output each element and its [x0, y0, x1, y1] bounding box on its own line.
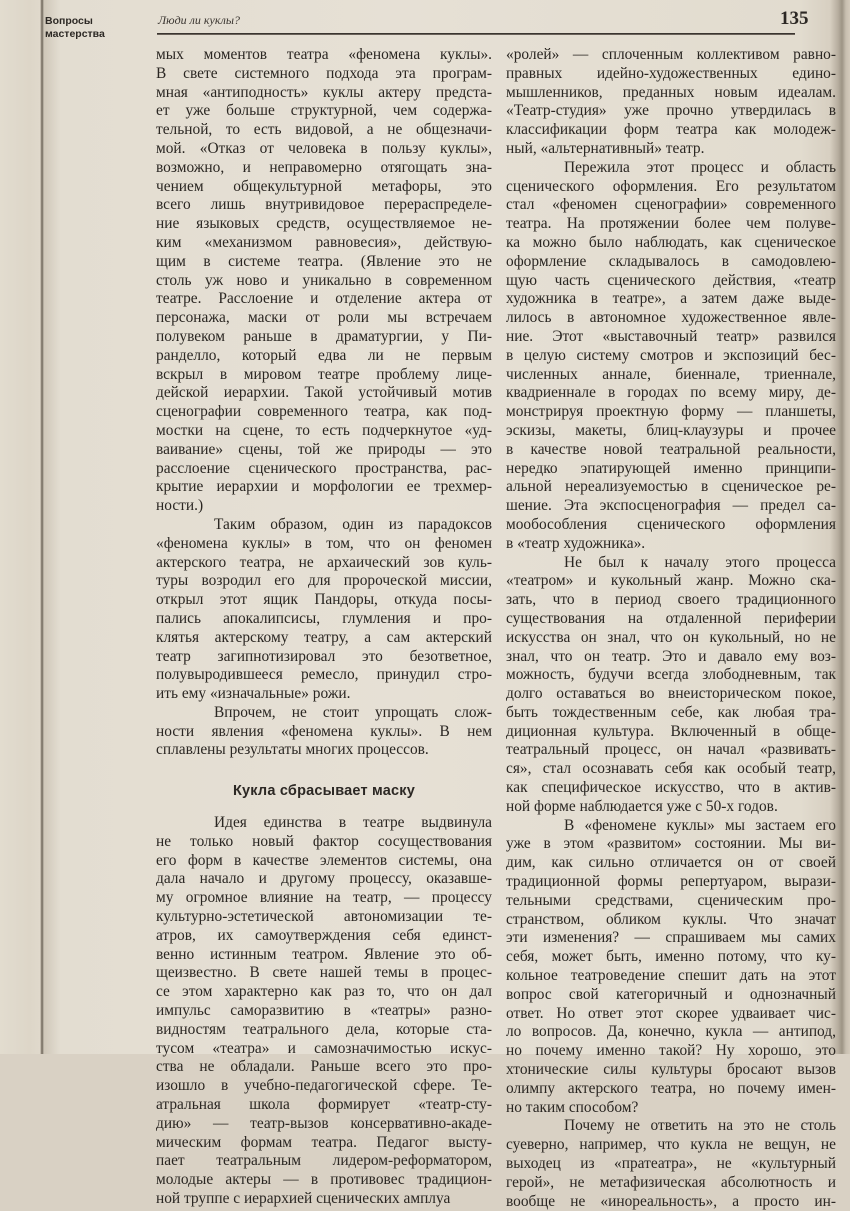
- text-line: ной труппе с иерархией сценических амплуа: [156, 1190, 451, 1208]
- text-line: в качестве новой театральной реальности,: [506, 440, 836, 458]
- text-line: Таким образом, один из парадоксов: [214, 515, 492, 533]
- text-line: видностям театрального дела, которые ста-: [156, 1020, 492, 1038]
- text-line: пались апокалипсисы, глумления и про-: [156, 609, 492, 627]
- text-line: ка можно было наблюдать, как сценическое: [506, 233, 836, 251]
- text-line: ранделло, который едва ли не первым: [156, 346, 492, 364]
- text-line: хтонические силы культуры бросают вызов: [506, 1061, 836, 1079]
- text-line: мостки на сцене, то есть подчеркнутое «уд-: [156, 421, 492, 439]
- text-line: зать, что в период своего традиционного: [506, 591, 836, 609]
- paragraph: [156, 516, 492, 704]
- section-label-line1: Вопросы: [45, 15, 93, 27]
- text-line: правных идейно-художественных едино-: [506, 64, 836, 82]
- text-line: герой», не метафизическая абсолютность и: [506, 1173, 836, 1191]
- text-line: ности.): [156, 497, 204, 515]
- text-line: Почему не ответить на это не столь: [564, 1117, 836, 1135]
- text-line: пает театральным лидером-реформатором,: [156, 1152, 492, 1170]
- text-line: ло вопросов. Да, конечно, кукла — антипод,: [506, 1023, 836, 1041]
- text-line: щую часть сценического действия, «театр: [506, 271, 836, 289]
- text-line: стал «феномен сценографии» современного: [506, 196, 836, 214]
- header-rule: [157, 33, 795, 35]
- text-line: тельной, то есть видовой, а не общезначи-: [156, 121, 492, 139]
- text-line: Впрочем, не стоит упрощать слож-: [214, 703, 492, 721]
- text-line: се этом характерно как раз то, что он дал: [156, 983, 492, 1001]
- section-label: [45, 15, 140, 41]
- text-line: монстрируя проектную форму — планшеты,: [506, 403, 836, 421]
- text-line: В свете системного подхода эта програм-: [156, 64, 492, 82]
- text-line: молодые актеры — в противовес традицион-: [156, 1171, 492, 1189]
- text-line: венно истинным театром. Явление это об-: [156, 945, 492, 963]
- text-line: его форм в качестве элементов системы, она: [156, 851, 492, 869]
- text-line: сплавлены результаты многих процессов.: [156, 741, 429, 759]
- text-line: «ролей» — сплоченным коллективом равно-: [506, 46, 836, 63]
- text-line: столь уж ново и уникально в современном: [156, 271, 492, 289]
- paragraph: [506, 159, 836, 554]
- text-line: дию» — театр-вызов консервативно-акаде-: [156, 1114, 492, 1132]
- text-line: полувеком раньше в драматургии, у Пи-: [156, 327, 492, 345]
- text-line: лилось в автономное художественное явле-: [506, 309, 836, 327]
- paragraph: [156, 46, 492, 516]
- text-line: быть тождественным себе, как любая тра-: [506, 703, 836, 721]
- text-line: ства не обладали. Раньше всего это про-: [156, 1058, 492, 1076]
- text-line: театральный процесс, он начал «развивать-: [506, 741, 836, 759]
- text-line: ким «механизмом равновесия», действую-: [156, 233, 492, 251]
- text-line: «феномена куклы» в том, что он феномен: [156, 534, 492, 552]
- text-line: существования на отдаленной периферии: [506, 609, 836, 627]
- text-line: вскрыл в мировом театре проблему лице-: [156, 365, 492, 383]
- text-line: дим, как сильно отличается он от своей: [506, 854, 836, 872]
- text-line: чением общекультурной метафоры, это: [156, 177, 492, 195]
- text-line: суеверно, например, что кукла не вещун, не: [506, 1136, 836, 1154]
- text-line: актерского театра, не архаический зов куль-: [156, 553, 492, 571]
- text-line: персонажа, маски от роли мы встречаем: [156, 309, 492, 327]
- text-line: ет уже больше структурной, чем содержа-: [156, 102, 492, 120]
- text-line: художника в театре», а затем даже выде-: [506, 290, 836, 308]
- text-line: тельными средствами, сценическим про-: [506, 891, 836, 909]
- text-line: нередко эпатирующей именно принципи-: [506, 459, 836, 477]
- text-line: сценографии современного театра, как под-: [156, 403, 492, 421]
- text-line: театр загипнотизировал это безответное,: [156, 647, 492, 665]
- text-line: атров, их самоутверждения себя единст-: [156, 926, 492, 944]
- section-subheading: Кукла сбрасывает маску: [232, 783, 416, 800]
- text-line: выходец из «пратеатра», не «культурный: [506, 1155, 836, 1173]
- left-column: [156, 46, 492, 1209]
- text-line: не только новый фактор сосуществования: [156, 832, 492, 850]
- text-line: традиционной формы репертуаром, вырази-: [506, 873, 836, 891]
- text-line: ние языковых средств, осуществляемое не-: [156, 215, 492, 233]
- text-line: Не был к началу этого процесса: [564, 553, 836, 571]
- text-line: атральная школа формирует «театр-сту-: [156, 1096, 492, 1114]
- text-line: клятья актерскому театру, а сам актерский: [156, 628, 492, 646]
- paragraph: [506, 817, 836, 1118]
- text-line: щим в системе театра. (Явление это не: [156, 252, 492, 270]
- paragraph: [506, 1117, 836, 1211]
- text-line: крытие иерархии и морфологии ее трехмер-: [156, 478, 492, 496]
- text-line: вообще не «инореальность», а просто ин-: [506, 1192, 836, 1210]
- right-column: [506, 46, 836, 1211]
- text-line: сценического оформления. Его результатом: [506, 177, 836, 195]
- text-line: классификации форм театра как молодеж-: [506, 121, 836, 139]
- text-line: эти изменения? — спрашиваем мы самих: [506, 929, 836, 947]
- text-line: мой. «Отказ от человека в пользу куклы»,: [156, 139, 492, 157]
- text-line: странством, обликом куклы. Что значат: [506, 910, 836, 928]
- text-line: шение. Эта экспосценография — предел са-: [506, 497, 836, 515]
- text-line: альной нереализуемостью в сценическое ре-: [506, 478, 836, 496]
- text-line: культурно-эстетической автономизации те-: [156, 908, 492, 926]
- text-line: мых моментов театра «феномена куклы».: [156, 46, 492, 63]
- text-line: ся», стал осознавать себя как особый театр,: [506, 760, 836, 778]
- text-line: можность, будучи всегда злободневным, так: [506, 666, 836, 684]
- text-line: Пережила этот процесс и область: [564, 158, 836, 176]
- text-line: изошло в учебно-педагогической сфере. Те-: [156, 1077, 492, 1095]
- text-line: эскизы, макеты, блиц-клаузуры и прочее: [506, 421, 836, 439]
- text-line: вопрос свой категоричный и однозначный: [506, 985, 836, 1003]
- text-line: квадриеннале в городах по всему миру, де-: [506, 384, 836, 402]
- text-line: «театром» и кукольный жанр. Можно ска-: [506, 572, 836, 590]
- paragraph: [506, 46, 836, 159]
- text-line: кольное театроведение спешит дать на этот: [506, 967, 836, 985]
- text-line: мная «антиподность» куклы актеру предста-: [156, 83, 492, 101]
- paragraph: [506, 554, 836, 817]
- text-line: полувыродившееся ремесло, принудил стро-: [156, 666, 492, 684]
- page-number: 135: [780, 8, 809, 29]
- text-line: тусом «театра» и самозначимостью искус-: [156, 1039, 492, 1057]
- text-line: «Театр-студия» уже прочно утвердилась в: [506, 102, 836, 120]
- text-line: расслоение сценического пространства, рас-: [156, 459, 492, 477]
- text-line: олимпу актерского театра, но почему имен-: [506, 1079, 836, 1097]
- running-title: Люди ли куклы?: [158, 13, 241, 27]
- text-line: в «театр художника».: [506, 534, 646, 552]
- text-line: уже в этом «развитом» состоянии. Мы ви-: [506, 835, 836, 853]
- text-line: возможно, и неправомерно отягощать зна-: [156, 158, 492, 176]
- text-line: ности явления «феномена куклы». В нем: [156, 722, 492, 740]
- text-line: ние. Этот «выставочный театр» развился: [506, 327, 836, 345]
- text-line: щеизвестно. В свете нашей темы в процес-: [156, 964, 492, 982]
- text-line: импульс саморазвитию в «театры» разно-: [156, 1002, 492, 1020]
- text-line: знал, что он театр. Это и давало ему воз-: [506, 647, 836, 665]
- text-line: всего лишь внутривидовое перераспределе-: [156, 196, 492, 214]
- text-line: искусства он знал, что он кукольный, но не: [506, 628, 836, 646]
- text-line: как специфическое искусство, что в актив-: [506, 779, 836, 797]
- text-line: ить ему «изначальные» рожи.: [156, 685, 351, 703]
- text-line: но таким способом?: [506, 1098, 639, 1116]
- text-line: мообособления сценического оформления: [506, 515, 836, 533]
- text-line: театра. На протяжении более чем полуве-: [506, 215, 836, 233]
- text-line: ный, «альтернативный» театр.: [506, 139, 705, 157]
- paragraph: [156, 814, 492, 1209]
- text-line: но почему именно такой? Ну хорошо, это: [506, 1042, 836, 1060]
- text-line: диционная культура. Включенный в обще-: [506, 722, 836, 740]
- text-line: мышленников, преданных новым идеалам.: [506, 83, 836, 101]
- text-line: ной форме наблюдается уже с 50-х годов.: [506, 797, 778, 815]
- text-line: туры возродил его для пророческой миссии,: [156, 572, 492, 590]
- text-line: себя, может быть, именно потому, что ку-: [506, 948, 836, 966]
- text-line: ответ. Но ответ этот скорее удваивает чис-: [506, 1004, 836, 1022]
- text-line: му огромное влияние на театр, — процессу: [156, 889, 492, 907]
- text-line: театре. Расслоение и отделение актера от: [156, 290, 492, 308]
- text-line: численных аннале, биеннале, триеннале,: [506, 365, 836, 383]
- section-label-line2: мастерства: [45, 28, 105, 40]
- text-line: оформление складывалось в самодовлею-: [506, 252, 836, 270]
- text-line: мическим формам театра. Педагог высту-: [156, 1133, 492, 1151]
- text-line: ваивание» сцены, той же природы — это: [156, 440, 492, 458]
- text-line: в целую систему смотров и экспозиций бес-: [506, 346, 836, 364]
- text-line: В «феномене куклы» мы застаем его: [564, 816, 836, 834]
- text-line: открыл этот ящик Пандоры, откуда посы-: [156, 591, 492, 609]
- text-line: долго оставаться во внеисторическом покое,: [506, 685, 836, 703]
- paragraph: [156, 704, 492, 760]
- text-line: Идея единства в театре выдвинула: [214, 814, 492, 832]
- text-line: дейской иерархии. Такой устойчивый мотив: [156, 384, 492, 402]
- text-line: дала начало и другому процессу, оказавше-: [156, 870, 492, 888]
